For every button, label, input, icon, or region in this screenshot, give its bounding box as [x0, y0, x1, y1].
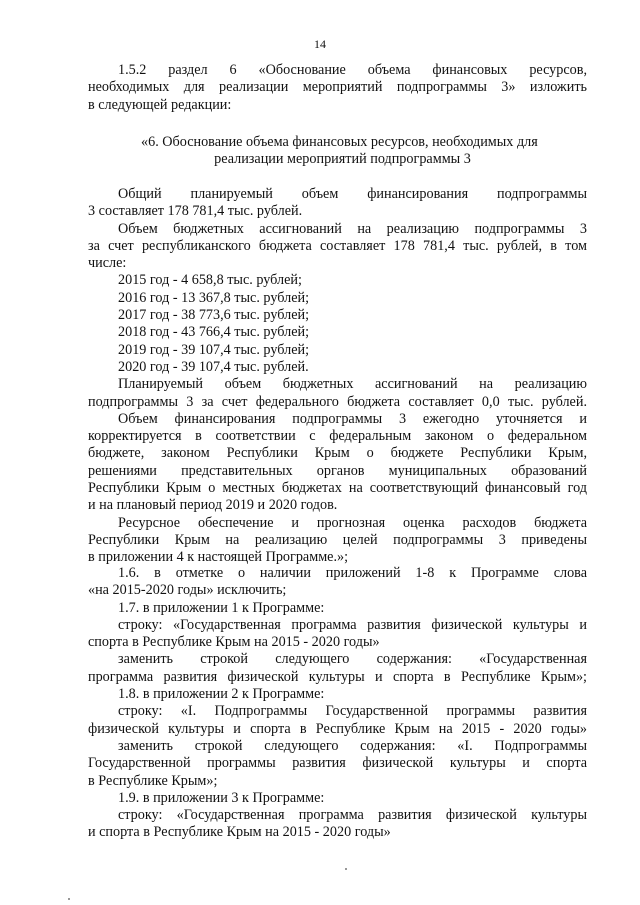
text-line: Объем бюджетных ассигнований на реализацию подпрограммы 3 — [118, 220, 587, 237]
text-line: «6. Обоснование объема финансовых ресурсов, необходимых для — [141, 134, 538, 150]
text-line: заменить строкой следующего содержания: «Государственная — [118, 651, 587, 668]
text-line: бюджете, законом Республики Крым о бюджете Республики Крым, — [88, 445, 587, 462]
text-line: в Республике Крым»; — [88, 772, 218, 789]
text-line: Объем финансирования подпрограммы 3 ежегодно уточняется и — [118, 410, 587, 427]
text-line: строку: «Государственная программа развития физической культуры — [118, 807, 587, 824]
text-line: заменить строкой следующего содержания: «I. Подпрограммы — [118, 737, 587, 754]
text-line: строку: «I. Подпрограммы Государственной программы развития — [118, 703, 587, 720]
text-line: Республики Крым на реализацию целей подпрограммы 3 приведены — [88, 531, 587, 548]
text-line: 1.5.2 раздел 6 «Обоснование объема финансовых ресурсов, — [118, 62, 587, 78]
text-line: строку: «Государственная программа развития физической культуры и — [118, 616, 587, 633]
text-line: корректируется в соответствии с федеральным законом о федеральном — [88, 428, 587, 445]
year-amount-line: 2016 год - 13 367,8 тыс. рублей; — [118, 289, 310, 306]
text-line: 1.9. в приложении 3 к Программе: — [118, 789, 325, 806]
text-line: за счет республиканского бюджета составляет 178 781,4 тыс. рублей, в том — [88, 237, 587, 254]
text-line: подпрограммы 3 за счет федерального бюджета составляет 0,0 тыс. рублей. — [88, 393, 587, 410]
text-line: в следующей редакции: — [88, 96, 232, 113]
text-line: 3 составляет 178 781,4 тыс. рублей. — [88, 203, 303, 220]
text-line: Планируемый объем бюджетных ассигнований на реализацию — [118, 376, 587, 393]
text-line: 1.8. в приложении 2 к Программе: — [118, 686, 325, 703]
text-line: спорта в Республике Крым на 2015 - 2020 годы» — [88, 634, 380, 651]
text-line: необходимых для реализации мероприятий подпрограммы 3» изложить — [88, 79, 587, 96]
page-number: 14 — [314, 37, 326, 51]
amendment-items — [88, 565, 587, 842]
text-line: и спорта в Республике Крым на 2015 - 2020 годы» — [88, 824, 391, 841]
text-line: физической культуры и спорта в Республике Крым на 2015 - 2020 годы» — [88, 720, 587, 737]
year-amount-line: 2018 год - 43 766,4 тыс. рублей; — [118, 324, 310, 341]
text-line: решениями представительных органов муниципальных образований — [88, 462, 587, 479]
year-amount-line: 2020 год - 39 107,4 тыс. рублей. — [118, 358, 309, 375]
text-line: Республики Крым о местных бюджетах на соответствующий финансовый год — [88, 480, 587, 497]
text-line: и на плановый период 2019 и 2020 годов. — [88, 497, 338, 514]
quoted-section-title — [88, 134, 587, 169]
text-line: числе: — [88, 255, 127, 272]
year-amount-line: 2017 год - 38 773,6 тыс. рублей; — [118, 307, 310, 324]
text-line: «на 2015-2020 годы» исключить; — [88, 582, 287, 599]
text-line: в приложении 4 к настоящей Программе.»; — [88, 549, 349, 566]
text-line: 1.6. в отметке о наличии приложений 1-8 к Программе слова — [118, 565, 587, 581]
text-line: программа развития физической культуры и спорта в Республике Крым»; — [88, 668, 587, 685]
scan-speck — [345, 868, 347, 870]
text-line: 1.7. в приложении 1 к Программе: — [118, 599, 325, 616]
text-line: реализации мероприятий подпрограммы 3 — [214, 151, 471, 168]
text-line: Ресурсное обеспечение и прогнозная оценка расходов бюджета — [118, 514, 587, 531]
scan-speck — [68, 898, 70, 900]
section-1-5-2 — [88, 62, 587, 114]
year-amount-line: 2019 год - 39 107,4 тыс. рублей; — [118, 341, 310, 358]
year-amount-line: 2015 год - 4 658,8 тыс. рублей; — [118, 272, 302, 289]
text-line: Государственной программы развития физической культуры и спорта — [88, 755, 587, 772]
text-line: Общий планируемый объем финансирования подпрограммы — [118, 186, 587, 202]
section-6-body — [88, 186, 587, 567]
